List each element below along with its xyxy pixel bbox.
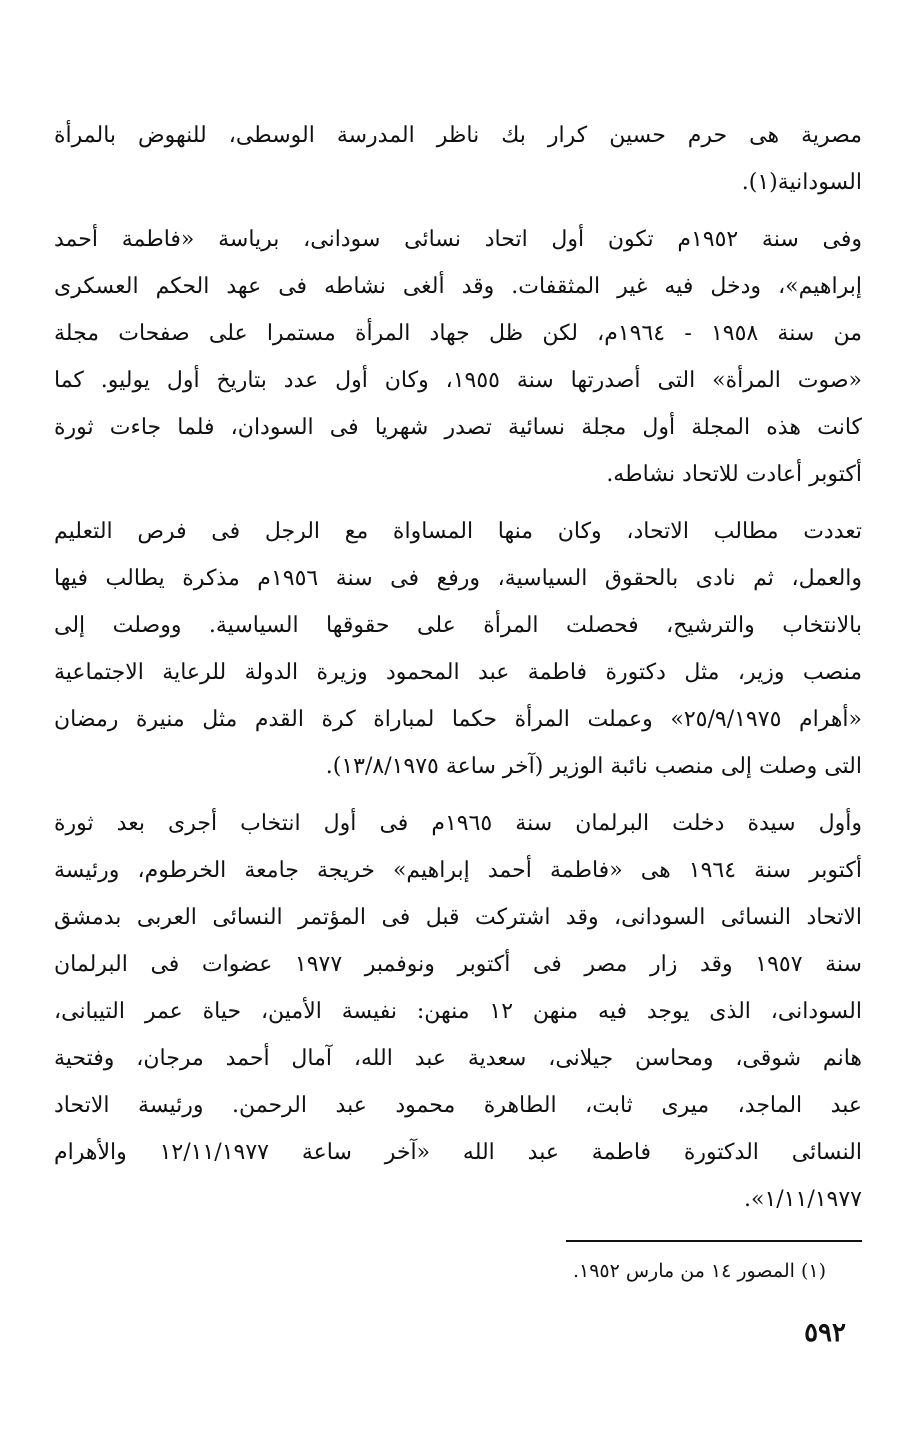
body-text [54, 112, 862, 1223]
paragraph-gap [54, 498, 862, 508]
text-line: بالانتخاب والترشيح، فحصلت المرأة على حقوقها السياسية. ووصلت إلى [54, 613, 862, 638]
text-line: تعددت مطالب الاتحاد، وكان منها المساواة مع الرجل فى فرص التعليم [54, 519, 862, 544]
text-line: من سنة ١٩٥٨ - ١٩٦٤م، لكن ظل جهاد المرأة مستمرا على صفحات مجلة [54, 321, 862, 346]
text-line: كانت هذه المجلة أول مجلة نسائية تصدر شهريا فى السودان، فلما جاءت ثورة [54, 415, 862, 440]
text-line: ١/١١/١٩٧٧». [744, 1187, 862, 1212]
text-line: النسائى الدكتورة فاطمة عبد الله «آخر ساعة ١٢/١١/١٩٧٧ والأهرام [54, 1140, 862, 1165]
page-number: ٥٩٢ [804, 1318, 846, 1348]
text-line: السودانية(١). [741, 170, 862, 195]
paragraph-gap [54, 790, 862, 800]
text-line: «صوت المرأة» التى أصدرتها سنة ١٩٥٥، وكان أول عدد بتاريخ أول يوليو. كما [54, 368, 862, 393]
text-line: عبد الماجد، ميرى ثابت، الطاهرة محمود عبد الرحمن. ورئيسة الاتحاد [54, 1093, 862, 1118]
text-line: هانم شوقى، ومحاسن جيلانى، سعدية عبد الله، آمال أحمد مرجان، وفتحية [54, 1046, 862, 1071]
footnote: (١) المصور ١٤ من مارس ١٩٥٢. [572, 1260, 826, 1282]
text-line: «أهرام ٢٥/٩/١٩٧٥» وعملت المرأة حكما لمباراة كرة القدم مثل منيرة رمضان [54, 707, 862, 732]
footnote-divider [566, 1240, 862, 1242]
text-line: مصرية هى حرم حسين كرار بك ناظر المدرسة الوسطى، للنهوض بالمرأة [54, 123, 862, 148]
text-line: منصب وزير، مثل دكتورة فاطمة عبد المحمود وزيرة الدولة للرعاية الاجتماعية [54, 660, 862, 685]
text-line: وفى سنة ١٩٥٢م تكون أول اتحاد نسائى سودانى، برياسة «فاطمة أحمد [54, 227, 862, 252]
text-line: سنة ١٩٥٧ وقد زار مصر فى أكتوبر ونوفمبر ١٩٧٧ عضوات فى البرلمان [54, 952, 862, 977]
text-line: إبراهيم»، ودخل فيه غير المثقفات. وقد ألغى نشاطه فى عهد الحكم العسكرى [54, 274, 862, 299]
text-line: أكتوبر سنة ١٩٦٤ هى «فاطمة أحمد إبراهيم» خريجة جامعة الخرطوم، ورئيسة [54, 858, 862, 883]
text-line: والعمل، ثم نادى بالحقوق السياسية، ورفع فى سنة ١٩٥٦م مذكرة يطالب فيها [54, 566, 862, 591]
text-line: أكتوبر أعادت للاتحاد نشاطه. [606, 462, 862, 487]
paragraph-gap [54, 206, 862, 216]
text-line: وأول سيدة دخلت البرلمان سنة ١٩٦٥م فى أول انتخاب أجرى بعد ثورة [54, 811, 862, 836]
text-line: السودانى، الذى يوجد فيه منهن ١٢ منهن: نفيسة الأمين، حياة عمر التيبانى، [54, 999, 862, 1024]
text-line: الاتحاد النسائى السودانى، وقد اشتركت قبل فى المؤتمر النسائى العربى بدمشق [54, 905, 862, 930]
text-line: التى وصلت إلى منصب نائبة الوزير (آخر ساعة ١٣/٨/١٩٧٥). [325, 754, 862, 779]
